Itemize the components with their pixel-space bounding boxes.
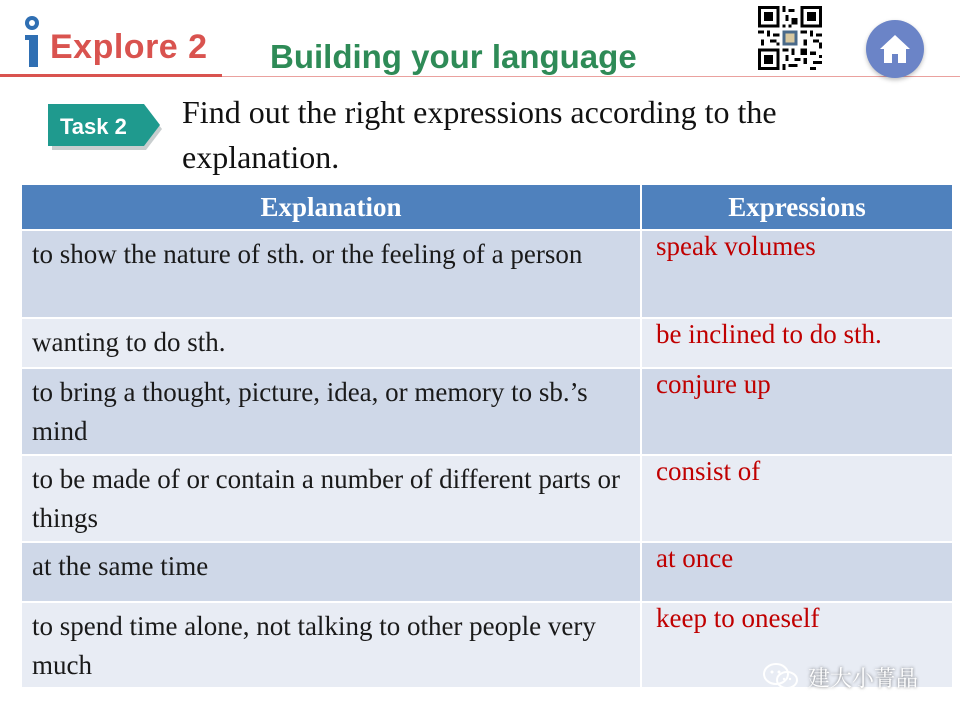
header-underline (0, 74, 222, 77)
qr-code-icon (758, 6, 822, 70)
explore-logo-icon (20, 14, 46, 70)
explanation-cell: to be made of or contain a number of different parts or things (21, 455, 641, 542)
column-header-expressions: Expressions (641, 184, 953, 230)
header-divider (222, 76, 960, 77)
expressions-table (20, 183, 954, 689)
wechat-icon (762, 662, 800, 692)
table-header-row (21, 184, 953, 230)
task-label-text: Task 2 (60, 114, 127, 139)
watermark-text: 建大小菁晶 (808, 666, 919, 692)
expression-cell: at once (641, 542, 953, 602)
table-row (21, 318, 953, 368)
page-subtitle: Building your language (270, 38, 637, 75)
explanation-cell: to show the nature of sth. or the feeling of a person (21, 230, 641, 318)
expression-cell: conjure up (641, 368, 953, 455)
expression-cell: consist of (641, 455, 953, 542)
explanation-cell: to bring a thought, picture, idea, or memory to sb.’s mind (21, 368, 641, 455)
home-button[interactable] (866, 20, 924, 78)
expression-cell: keep to oneself (641, 602, 953, 688)
table-row (21, 230, 953, 318)
home-icon (877, 32, 913, 66)
task-instruction: Find out the right expressions according to the explanation. (182, 94, 777, 175)
task-label (48, 104, 164, 150)
table-row (21, 542, 953, 602)
column-header-explanation: Explanation (21, 184, 641, 230)
watermark (762, 660, 918, 694)
section-title: Explore 2 (50, 28, 208, 66)
table-row (21, 455, 953, 542)
explanation-cell: to spend time alone, not talking to other people very much (21, 602, 641, 688)
explanation-cell: wanting to do sth. (21, 318, 641, 368)
table-row (21, 368, 953, 455)
explanation-cell: at the same time (21, 542, 641, 602)
expression-cell: be inclined to do sth. (641, 318, 953, 368)
expression-cell: speak volumes (641, 230, 953, 318)
